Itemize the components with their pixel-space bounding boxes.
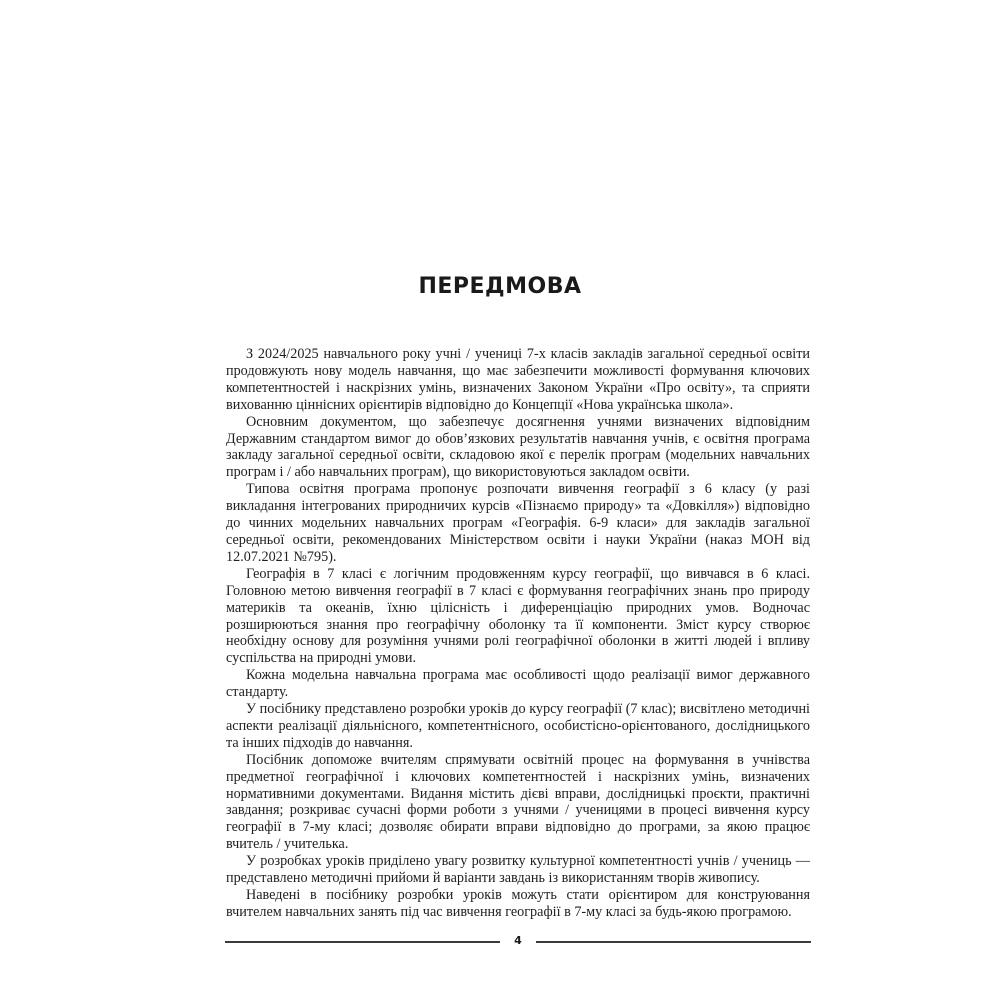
paragraph: Типова освітня програма пропонує розпочати вивчення географії з 6 класу (у разі викладання інтегрованих природничих курсів «Пізнаємо природу» та «Довкілля») відповідно до чинних модельних навчальних програм «Географія. 6-9 класи» для закладів загальної середньої освіти, рекомендованих Міністерством освіти і науки України (наказ МОН від 12.07.2021 №795).: [226, 481, 810, 565]
paragraph: Географія в 7 класі є логічним продовженням курсу географії, що вивчався в 6 класі. Головною метою вивчення географії в 7 класі є формування географічних знань про природу материків та океанів, їхню цілісність і диференціацію природних умов. Водночас розширюються знання про географічну оболонку та її компоненти. Зміст курсу створює необхідну основу для розуміння учнями ролі географічної оболонки в житті людей і впливу суспільства на природні умови.: [226, 565, 810, 667]
paragraph: Посібник допоможе вчителям спрямувати освітній процес на формування в учнівства предметної географічної і ключових компетентностей і наскрізних умінь, визначених нормативними документами. Видання містить дієві вправи, дослідницькі проєкти, практичні завдання; розкриває сучасні форми роботи з учнями / ученицями в процесі вивчення курсу географії в 7-му класі; дозволяє обирати вправи відповідно до програми, за якою працює вчитель / учителька.: [226, 751, 810, 853]
paragraph: У посібнику представлено розробки уроків до курсу географії (7 клас); висвітлено методичні аспекти реалізації діяльнісного, компетентнісного, особистісно-орієнтованого, дослідницького та інших підходів до навчання.: [226, 701, 810, 751]
footer-rule-right: [536, 941, 811, 943]
paragraph: Наведені в посібнику розробки уроків можуть стати орієнтиром для конструювання вчителем навчальних занять під час вивчення географії в 7-му класі за будь-якою програмою.: [226, 887, 810, 920]
body-text: [226, 346, 810, 921]
paragraph: Кожна модельна навчальна програма має особливості щодо реалізації вимог державного стандарту.: [226, 667, 810, 701]
paragraph: У розробках уроків приділено увагу розвитку культурної компетентності учнів / учениць — представлено методичні прийоми й варіанти завдань із використанням творів живопису.: [226, 853, 810, 887]
page-number: 4: [514, 934, 522, 947]
page-title: ПЕРЕДМОВА: [418, 274, 582, 299]
paragraph: З 2024/2025 навчального року учні / учениці 7-х класів закладів загальної середньої освіти продовжують нову модель навчання, що має забезпечити можливості формування ключових компетентностей і наскрізних умінь, визначених Законом України «Про освіту», та сприяти вихованню ціннісних орієнтирів відповідно до Концепції «Нова українська школа».: [226, 346, 810, 413]
page-footer: [225, 934, 811, 950]
paragraph: Основним документом, що забезпечує досягнення учнями визначених відповідним Державним стандартом вимог до обов’язкових результатів навчання учнів, є освітня програма закладу загальної середньої освіти, складовою якої є перелік програм (модельних навчальних програм і / або навчальних програм), що використовуються закладом освіти.: [226, 413, 810, 481]
